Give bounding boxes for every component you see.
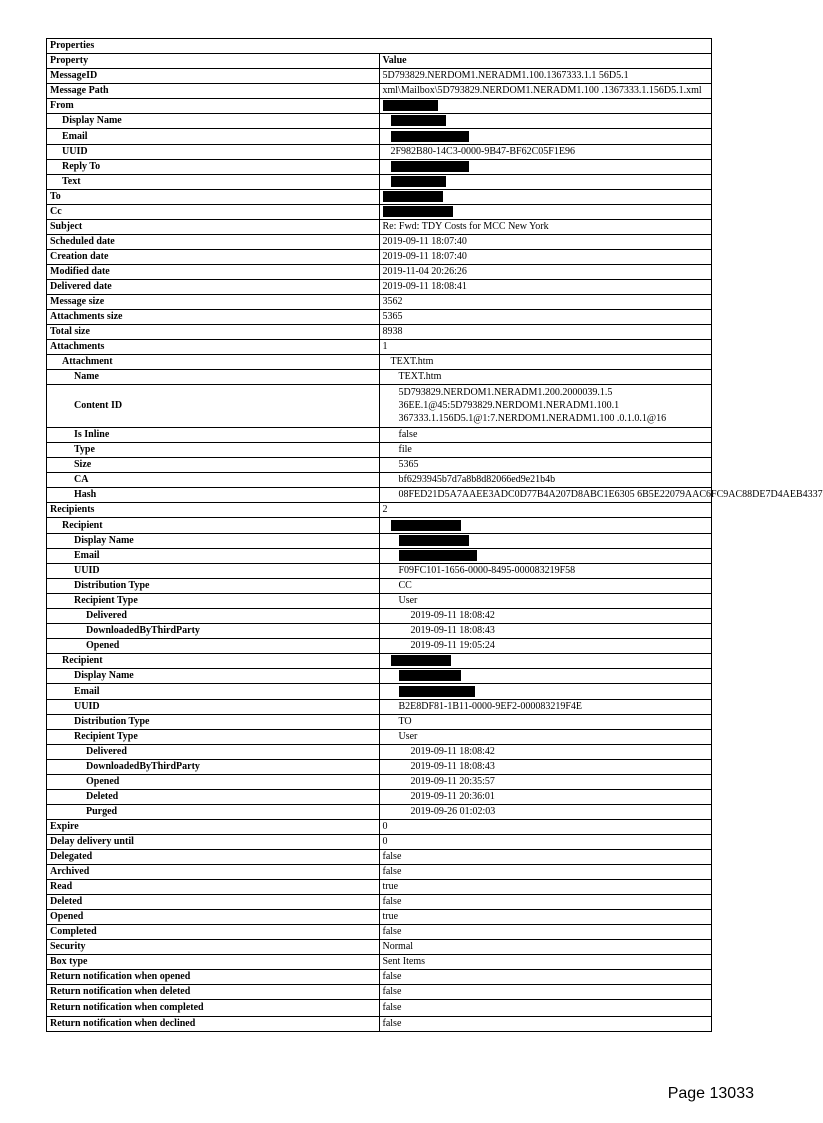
redaction-block xyxy=(383,206,453,217)
property-value: 2019-09-11 18:08:42 xyxy=(379,744,712,759)
property-value: false xyxy=(379,924,712,939)
table-row xyxy=(47,114,712,129)
table-header-row xyxy=(47,54,712,69)
property-label: Completed xyxy=(47,924,380,939)
redaction-block xyxy=(391,655,451,666)
property-label: Delay delivery until xyxy=(47,834,380,849)
property-value: 2019-09-11 18:08:42 xyxy=(379,609,712,624)
property-label: Return notification when deleted xyxy=(47,984,380,999)
redacted-value xyxy=(379,190,712,205)
table-title: Properties xyxy=(47,39,712,54)
redacted-value xyxy=(379,99,712,114)
property-label: Attachments size xyxy=(47,310,380,325)
table-row xyxy=(47,340,712,355)
property-label: To xyxy=(47,190,380,205)
redacted-value xyxy=(379,114,712,129)
property-value: B2E8DF81-1B11-0000-9EF2-000083219F4E xyxy=(379,699,712,714)
table-row xyxy=(47,159,712,174)
property-label: Recipients xyxy=(47,503,380,518)
property-label: Subject xyxy=(47,220,380,235)
property-label: Attachments xyxy=(47,340,380,355)
properties-table xyxy=(46,38,823,1032)
property-label: Distribution Type xyxy=(47,579,380,594)
table-row xyxy=(47,564,712,579)
property-label: Expire xyxy=(47,819,380,834)
redaction-block xyxy=(399,686,475,697)
property-value: 0 xyxy=(379,819,712,834)
property-value: 2 xyxy=(379,503,712,518)
table-row xyxy=(47,503,712,518)
table-row xyxy=(47,579,712,594)
table-title-row xyxy=(47,39,712,54)
property-label: Return notification when opened xyxy=(47,969,380,984)
property-value: Re: Fwd: TDY Costs for MCC New York xyxy=(379,220,712,235)
table-row xyxy=(47,190,712,205)
table-row xyxy=(47,250,712,265)
property-label: Recipient Type xyxy=(47,594,380,609)
property-value: true xyxy=(379,909,712,924)
redacted-value xyxy=(379,669,712,684)
table-row xyxy=(47,220,712,235)
table-row xyxy=(47,265,712,280)
table-row xyxy=(47,205,712,220)
table-row xyxy=(47,355,712,370)
property-label: CA xyxy=(47,473,380,488)
redaction-block xyxy=(383,100,438,111)
table-row xyxy=(47,939,712,954)
table-row xyxy=(47,473,712,488)
property-value: 5365 xyxy=(379,310,712,325)
table-row xyxy=(47,609,712,624)
redacted-value xyxy=(379,174,712,189)
property-label: Email xyxy=(47,684,380,699)
property-label: Return notification when declined xyxy=(47,1016,380,1031)
property-value: false xyxy=(379,894,712,909)
property-value: 1 xyxy=(379,340,712,355)
table-row xyxy=(47,280,712,295)
table-row xyxy=(47,924,712,939)
page-number: Page 13033 xyxy=(667,1085,754,1102)
property-label: Email xyxy=(47,129,380,144)
property-label: Name xyxy=(47,370,380,385)
property-value: 5D793829.NERDOM1.NERADM1.100.1367333.1.1 56D5.1 xyxy=(379,69,712,84)
table-row xyxy=(47,548,712,563)
table-row xyxy=(47,759,712,774)
header-value: Value xyxy=(379,54,712,69)
table-row xyxy=(47,729,712,744)
redaction-block xyxy=(383,191,443,202)
property-label: DownloadedByThirdParty xyxy=(47,624,380,639)
property-value: file xyxy=(379,443,712,458)
property-value: CC xyxy=(379,579,712,594)
table-row xyxy=(47,69,712,84)
property-label: UUID xyxy=(47,564,380,579)
table-row xyxy=(47,849,712,864)
redacted-value xyxy=(379,518,712,533)
table-row xyxy=(47,385,712,428)
property-value: TO xyxy=(379,714,712,729)
table-row xyxy=(47,1016,712,1031)
table-row xyxy=(47,518,712,533)
property-label: UUID xyxy=(47,144,380,159)
table-row xyxy=(47,954,712,969)
property-label: Box type xyxy=(47,954,380,969)
table-row xyxy=(47,744,712,759)
table-row xyxy=(47,774,712,789)
property-value: TEXT.htm xyxy=(379,370,712,385)
property-value: 2019-09-11 18:07:40 xyxy=(379,250,712,265)
table-row xyxy=(47,984,712,999)
table-row xyxy=(47,129,712,144)
property-value: F09FC101-1656-0000-8495-000083219F58 xyxy=(379,564,712,579)
property-value: 08FED21D5A7AAEE3ADC0D77B4A207D8ABC1E6305 6B5E22079AAC6FC9AC88DE7D4AEB4337 xyxy=(379,488,712,503)
redacted-value xyxy=(379,205,712,220)
table-row xyxy=(47,458,712,473)
header-property: Property xyxy=(47,54,380,69)
redaction-block xyxy=(391,161,469,172)
table-row xyxy=(47,533,712,548)
redaction-block xyxy=(391,115,446,126)
property-value: false xyxy=(379,999,712,1016)
property-value: 2019-09-11 18:08:41 xyxy=(379,280,712,295)
table-row xyxy=(47,654,712,669)
table-row xyxy=(47,789,712,804)
property-label: Distribution Type xyxy=(47,714,380,729)
table-row xyxy=(47,894,712,909)
property-value: User xyxy=(379,594,712,609)
property-label: Delegated xyxy=(47,849,380,864)
property-label: Message size xyxy=(47,295,380,310)
property-label: Read xyxy=(47,879,380,894)
property-label: Scheduled date xyxy=(47,235,380,250)
property-label: Attachment xyxy=(47,355,380,370)
redaction-block xyxy=(399,670,461,681)
property-label: Purged xyxy=(47,804,380,819)
property-value: 2019-09-26 01:02:03 xyxy=(379,804,712,819)
table-row xyxy=(47,488,712,503)
property-label: UUID xyxy=(47,699,380,714)
table-row xyxy=(47,174,712,189)
property-value: 2019-09-11 18:08:43 xyxy=(379,624,712,639)
redaction-block xyxy=(391,520,461,531)
property-label: Delivered xyxy=(47,609,380,624)
property-label: Display Name xyxy=(47,114,380,129)
table-row xyxy=(47,428,712,443)
redacted-value xyxy=(379,533,712,548)
table-row xyxy=(47,370,712,385)
property-label: Type xyxy=(47,443,380,458)
property-label: Content ID xyxy=(47,385,380,428)
property-label: Text xyxy=(47,174,380,189)
property-label: Email xyxy=(47,548,380,563)
table-row xyxy=(47,144,712,159)
table-row xyxy=(47,804,712,819)
table-row xyxy=(47,639,712,654)
property-value: 8938 xyxy=(379,325,712,340)
redacted-value xyxy=(379,684,712,699)
property-value: false xyxy=(379,864,712,879)
property-label: DownloadedByThirdParty xyxy=(47,759,380,774)
property-label: Opened xyxy=(47,909,380,924)
table-row xyxy=(47,84,712,99)
table-row xyxy=(47,699,712,714)
table-row xyxy=(47,684,712,699)
property-label: Reply To xyxy=(47,159,380,174)
property-value: 2F982B80-14C3-0000-9B47-BF62C05F1E96 xyxy=(379,144,712,159)
property-label: Is Inline xyxy=(47,428,380,443)
property-value: 0 xyxy=(379,834,712,849)
property-label: Recipient xyxy=(47,518,380,533)
redacted-value xyxy=(379,654,712,669)
property-label: Security xyxy=(47,939,380,954)
property-label: Recipient xyxy=(47,654,380,669)
redaction-block xyxy=(399,550,477,561)
table-row xyxy=(47,594,712,609)
property-value: false xyxy=(379,984,712,999)
property-value: false xyxy=(379,969,712,984)
property-label: Creation date xyxy=(47,250,380,265)
property-label: Size xyxy=(47,458,380,473)
property-value: 5D793829.NERDOM1.NERADM1.200.2000039.1.5 36EE.1@45:5D793829.NERDOM1.NERADM1.100.1 367333.1.156D5.1@1:7.NERDOM1.NERADM1.100 .0.1.0.1@16 xyxy=(379,385,712,428)
property-value: bf6293945b7d7a8b8d82066ed9e21b4b xyxy=(379,473,712,488)
table-row xyxy=(47,624,712,639)
property-value: 5365 xyxy=(379,458,712,473)
table-row xyxy=(47,443,712,458)
property-value: Normal xyxy=(379,939,712,954)
properties-table-body xyxy=(47,39,823,1032)
property-label: Cc xyxy=(47,205,380,220)
property-value: 2019-09-11 20:35:57 xyxy=(379,774,712,789)
property-value: 2019-09-11 19:05:24 xyxy=(379,639,712,654)
redaction-block xyxy=(391,176,446,187)
table-row xyxy=(47,879,712,894)
table-row xyxy=(47,235,712,250)
table-row xyxy=(47,669,712,684)
property-value: 3562 xyxy=(379,295,712,310)
property-value: false xyxy=(379,1016,712,1031)
property-label: Opened xyxy=(47,774,380,789)
property-value: xml\Mailbox\5D793829.NERDOM1.NERADM1.100 .1367333.1.156D5.1.xml xyxy=(379,84,712,99)
property-label: Delivered xyxy=(47,744,380,759)
property-label: Display Name xyxy=(47,669,380,684)
table-row xyxy=(47,819,712,834)
property-label: Display Name xyxy=(47,533,380,548)
property-value: false xyxy=(379,849,712,864)
table-row xyxy=(47,999,712,1016)
table-row xyxy=(47,310,712,325)
property-label: Archived xyxy=(47,864,380,879)
table-row xyxy=(47,834,712,849)
table-row xyxy=(47,99,712,114)
property-label: Delivered date xyxy=(47,280,380,295)
property-value: true xyxy=(379,879,712,894)
property-label: Return notification when completed xyxy=(47,999,380,1016)
table-row xyxy=(47,864,712,879)
table-row xyxy=(47,909,712,924)
property-value: Sent Items xyxy=(379,954,712,969)
property-value: false xyxy=(379,428,712,443)
property-value: 2019-09-11 18:08:43 xyxy=(379,759,712,774)
table-row xyxy=(47,969,712,984)
table-row xyxy=(47,325,712,340)
property-value: 2019-09-11 20:36:01 xyxy=(379,789,712,804)
table-row xyxy=(47,295,712,310)
property-label: Deleted xyxy=(47,789,380,804)
redaction-block xyxy=(399,535,469,546)
property-label: MessageID xyxy=(47,69,380,84)
property-label: Deleted xyxy=(47,894,380,909)
property-label: From xyxy=(47,99,380,114)
property-value: 2019-09-11 18:07:40 xyxy=(379,235,712,250)
redacted-value xyxy=(379,129,712,144)
property-label: Hash xyxy=(47,488,380,503)
property-value: User xyxy=(379,729,712,744)
table-row xyxy=(47,714,712,729)
redacted-value xyxy=(379,159,712,174)
property-label: Recipient Type xyxy=(47,729,380,744)
property-label: Total size xyxy=(47,325,380,340)
redacted-value xyxy=(379,548,712,563)
redaction-block xyxy=(391,131,469,142)
property-label: Modified date xyxy=(47,265,380,280)
property-value: TEXT.htm xyxy=(379,355,712,370)
property-label: Message Path xyxy=(47,84,380,99)
property-label: Opened xyxy=(47,639,380,654)
property-value: 2019-11-04 20:26:26 xyxy=(379,265,712,280)
